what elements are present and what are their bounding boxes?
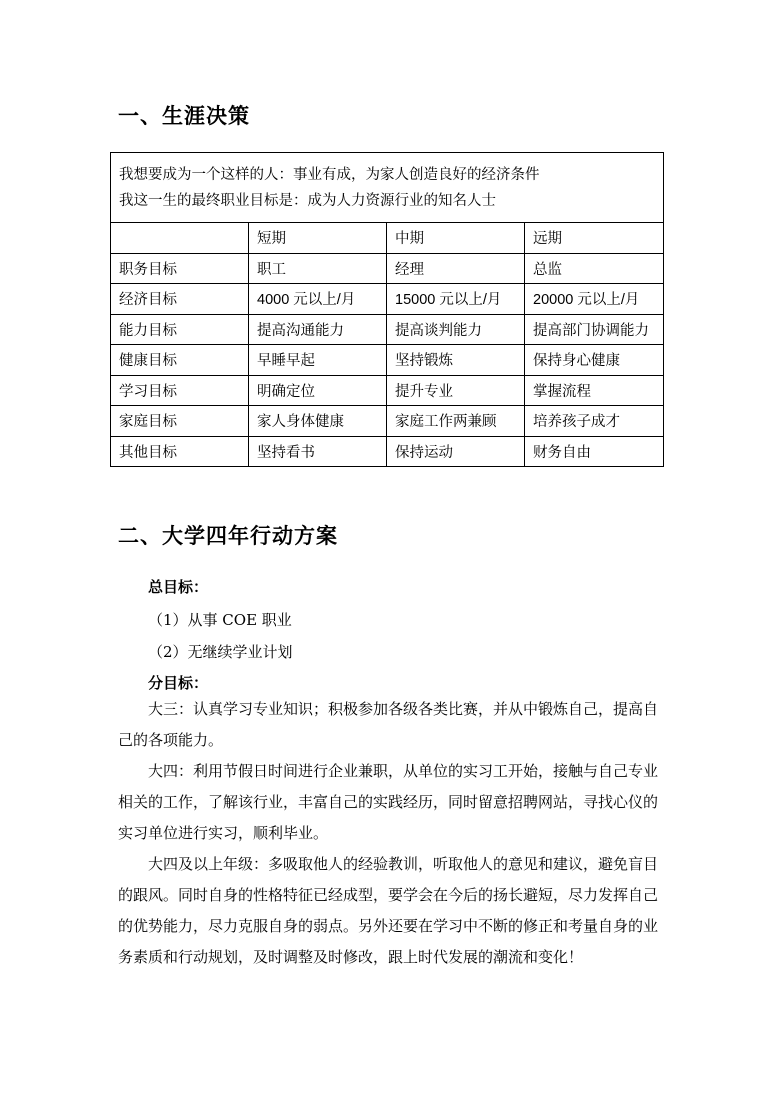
table-cell: 掌握流程: [525, 375, 664, 406]
sub-goal-paragraphs: [118, 694, 660, 973]
paragraph-junior-year: 大三：认真学习专业知识；积极参加各级各类比赛，并从中锻炼自己，提高自己的各项能力。: [118, 700, 659, 749]
intro-line-2: 我这一生的最终职业目标是：成为人力资源行业的知名人士: [119, 192, 496, 209]
section-title-action-plan: 二、大学四年行动方案: [118, 524, 338, 548]
sub-goal-label: 分目标：: [148, 674, 209, 692]
row-label: 能力目标: [111, 314, 249, 345]
table-cell: 培养孩子成才: [525, 406, 664, 437]
table-cell: 保持运动: [387, 436, 525, 467]
paragraph-senior-year: 大四：利用节假日时间进行企业兼职，从单位的实习工开始，接触与自己专业相关的工作，了解该行业，丰富自己的实践经历，同时留意招聘网站，寻找心仪的实习单位进行实习，顺利毕业。: [118, 762, 659, 842]
overall-goal-label: 总目标：: [148, 578, 209, 596]
table-row: [111, 314, 664, 345]
table-row: [111, 436, 664, 467]
intro-cell: [111, 153, 664, 223]
row-label: 家庭目标: [111, 406, 249, 437]
table-cell: 早睡早起: [249, 345, 387, 376]
paragraph-senior-and-above: 大四及以上年级：多吸取他人的经验教训，听取他人的意见和建议，避免盲目的跟风。同时自身的性格特征已经成型，要学会在今后的扬长避短，尽力发挥自己的优势能力，尽力克服自身的弱点。另外还要在学习中不断的修正和考量自身的业务素质和行动规划，及时调整及时修改，跟上时代发展的潮流和变化！: [118, 855, 659, 966]
table-row: [111, 284, 664, 315]
career-goals-table: [110, 152, 664, 467]
table-cell: 保持身心健康: [525, 345, 664, 376]
row-label: 经济目标: [111, 284, 249, 315]
table-cell: 明确定位: [249, 375, 387, 406]
header-cell-long-term: 远期: [525, 223, 664, 254]
header-cell-mid-term: 中期: [387, 223, 525, 254]
section-title-career-decision: 一、生涯决策: [118, 104, 250, 128]
row-label: 其他目标: [111, 436, 249, 467]
table-cell: 家人身体健康: [249, 406, 387, 437]
table-row: [111, 375, 664, 406]
header-cell-short-term: 短期: [249, 223, 387, 254]
table-cell: 财务自由: [525, 436, 664, 467]
intro-row: [111, 153, 664, 223]
table-row: [111, 345, 664, 376]
row-label: 健康目标: [111, 345, 249, 376]
overall-goal-item-2: （2）无继续学业计划: [148, 643, 293, 661]
intro-line-1: 我想要成为一个这样的人：事业有成，为家人创造良好的经济条件: [119, 166, 540, 183]
table-cell: 提高谈判能力: [387, 314, 525, 345]
table-cell: 提高沟通能力: [249, 314, 387, 345]
row-label: 学习目标: [111, 375, 249, 406]
table-cell: 坚持看书: [249, 436, 387, 467]
table-cell: 15000 元以上/月: [387, 284, 525, 315]
table-cell: 坚持锻炼: [387, 345, 525, 376]
row-label: 职务目标: [111, 253, 249, 284]
table-cell: 提高部门协调能力: [525, 314, 664, 345]
table-cell: 4000 元以上/月: [249, 284, 387, 315]
table-cell: 提升专业: [387, 375, 525, 406]
table-cell: 职工: [249, 253, 387, 284]
table-cell: 家庭工作两兼顾: [387, 406, 525, 437]
table-cell: 经理: [387, 253, 525, 284]
header-cell-empty: [111, 223, 249, 254]
table-cell: 总监: [525, 253, 664, 284]
table-row: [111, 253, 664, 284]
table-header-row: [111, 223, 664, 254]
overall-goal-item-1: （1）从事 COE 职业: [148, 611, 292, 629]
table-row: [111, 406, 664, 437]
table-cell: 20000 元以上/月: [525, 284, 664, 315]
